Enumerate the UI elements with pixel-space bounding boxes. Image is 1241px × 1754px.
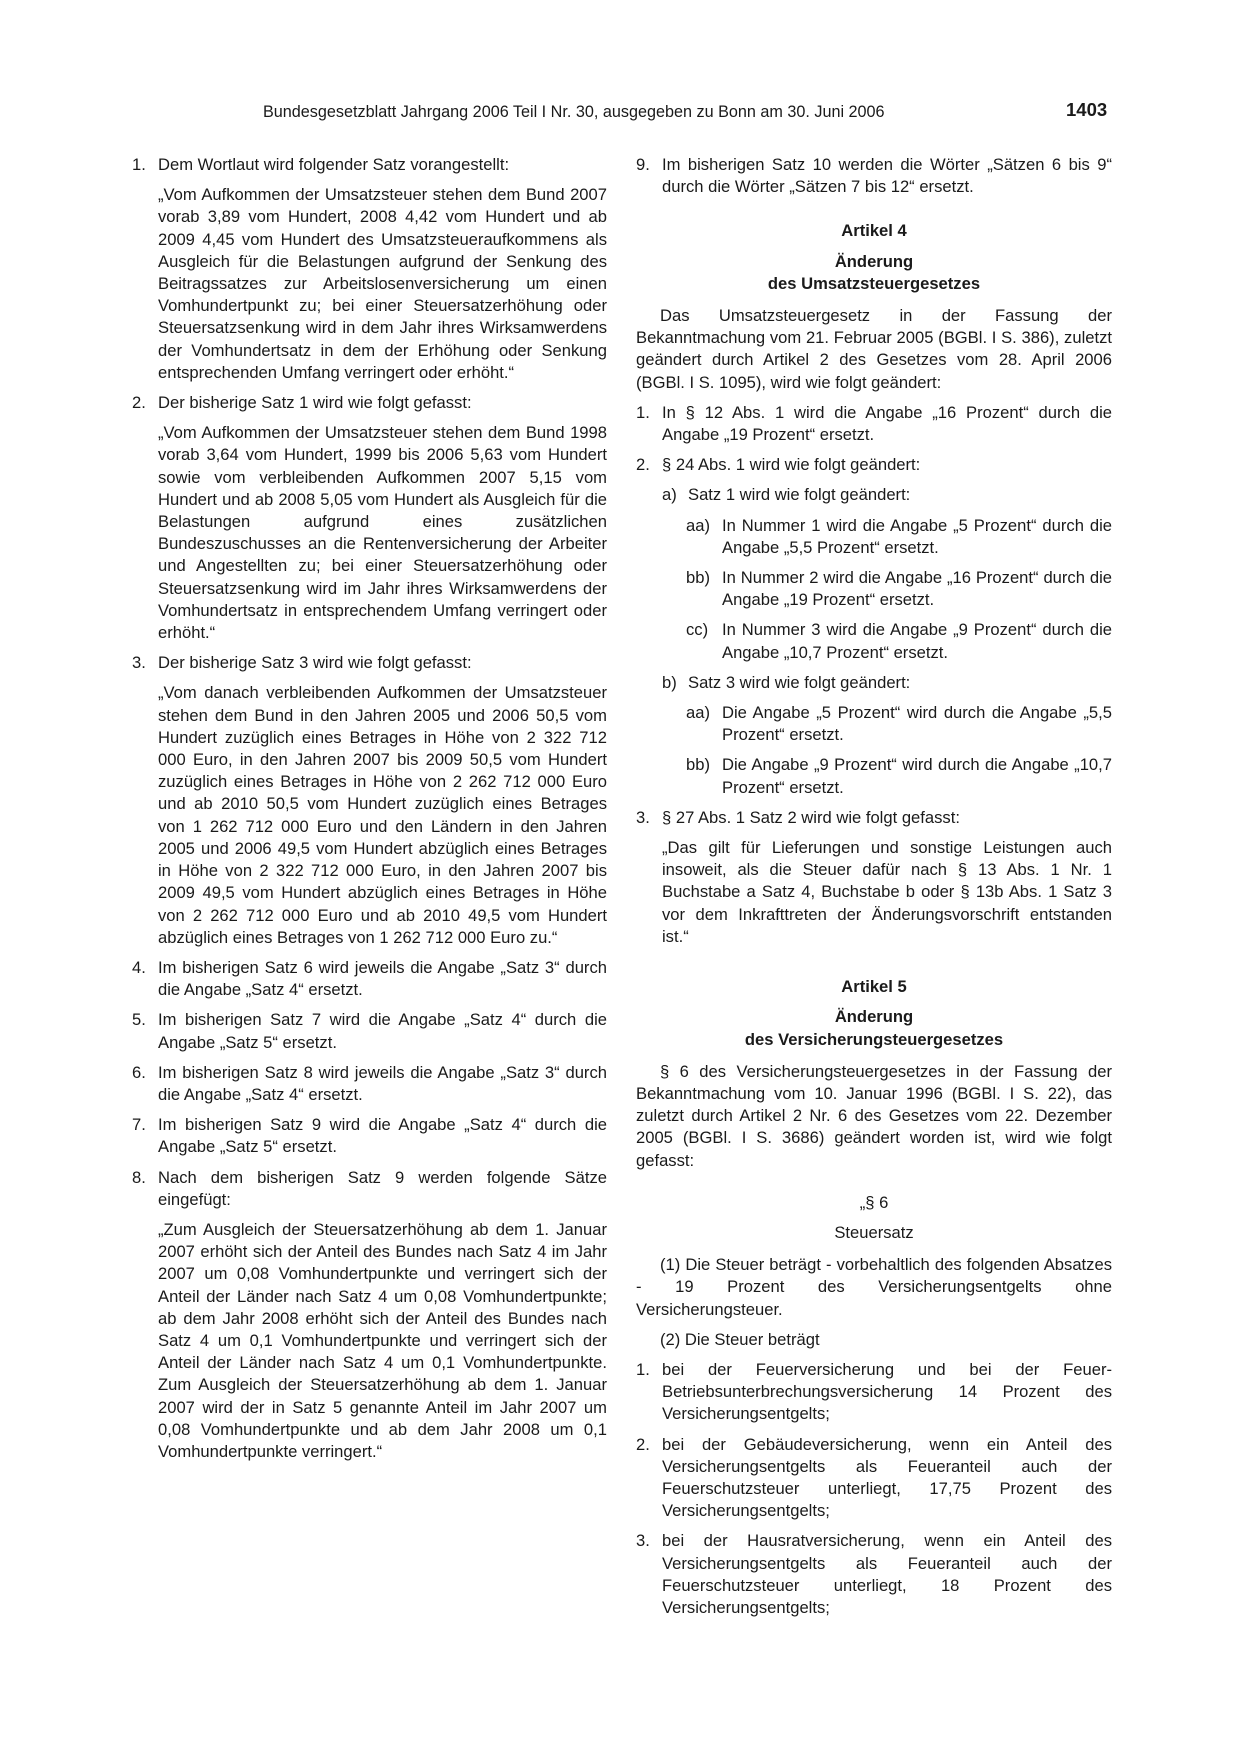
sub-sub-item-text: In Nummer 3 wird die Angabe „9 Prozent“ durch die Angabe „10,7 Prozent“ ersetzt.: [722, 620, 1112, 662]
quoted-text: „Das gilt für Lieferungen und sonstige Leistungen auch insoweit, als die Steuer dafür nach § 13 Abs. 1 Nr. 1 Buchstabe a Satz 4, Buchstabe b oder § 13b Abs. 1 Satz 3 vor dem Inkrafttreten der Änderungsvorschrift entstanden ist.“: [662, 838, 1112, 946]
quoted-text: „Vom danach verbleibenden Aufkommen der Umsatzsteuer stehen dem Bund in den Jahren 2005 und 2006 50,5 vom Hundert zuzüglich eines Betrages in Höhe von 2 322 712 000 Euro, in den Jahren 2007 bis 2009 50,5 vom Hundert zuzüglich eines Betrages in Höhe von 2 262 712 000 Euro und ab 2010 50,5 vom Hundert zuzüglich eines Betrages von 1 262 712 000 Euro und den Ländern in den Jahren 2005 und 2006 49,5 vom Hundert abzüglich eines Betrages in Höhe von 2 322 712 000 Euro, in den Jahren 2007 bis 2009 49,5 vom Hundert abzüglich eines Betrages in Höhe von 2 262 712 000 Euro und ab 2010 49,5 vom Hundert abzüglich eines Betrages von 1 262 712 000 Euro zu.“: [158, 683, 607, 947]
list-item: [636, 807, 1112, 829]
item-number: 2.: [636, 1434, 650, 1454]
item-number: 4.: [132, 957, 146, 977]
list-item: [636, 1530, 1112, 1619]
sub-item-text: Satz 3 wird wie folgt geändert:: [688, 672, 911, 692]
item-number: 9.: [636, 155, 650, 174]
list-item: [132, 652, 607, 674]
article-title-line: des Versicherungsteuergesetzes: [744, 1029, 1004, 1049]
item-number: 1.: [636, 402, 650, 422]
page-number: 1403: [1066, 99, 1108, 120]
sub-sub-item: [636, 567, 1112, 611]
item-text: Dem Wortlaut wird folgender Satz vorangestellt:: [158, 155, 510, 174]
section-mark: „§ 6: [859, 1192, 889, 1212]
item-text: Der bisherige Satz 3 wird wie folgt gefasst:: [158, 653, 472, 673]
paragraph: (2) Die Steuer beträgt: [660, 1329, 820, 1349]
item-number: 1.: [636, 1359, 650, 1379]
quoted-text: „Vom Aufkommen der Umsatzsteuer stehen dem Bund 1998 vorab 3,64 vom Hundert, 1999 bis 2006 5,63 vom Hundert sowie vom verbleibenden Aufkommen 2007 5,15 vom Hundert und ab 2008 5,05 vom Hundert als Ausgleich für die Belastungen aufgrund eines zusätzlichen Bundeszuschusses an die Rentenversicherung der Arbeiter und Angestellten zu; bei einer Steuersatzerhöhung oder Steuersatzsenkung wird im Jahr ihres Wirksamwerdens der Vomhundertsatz in entsprechendem Umfang verringert oder erhöht.“: [158, 423, 607, 643]
list-item: [132, 1167, 607, 1211]
running-title: Bundesgesetzblatt Jahrgang 2006 Teil I Nr. 30, ausgegeben zu Bonn am 30. Juni 2006: [263, 103, 885, 121]
item-number: 3.: [636, 1531, 650, 1551]
item-text: bei der Feuerversicherung und bei der Feuer-Betriebsunterbrechungsversicherung 14 Prozent des Versicherungsentgelts;: [662, 1359, 1112, 1424]
sub-sub-item: [636, 619, 1112, 663]
item-number: 6.: [132, 1062, 146, 1082]
item-number: 5.: [132, 1010, 146, 1030]
item-text: bei der Hausratversicherung, wenn ein Anteil des Versicherungsentgelts als Feueranteil auch der Feuerschutzsteuer unterliegt, 18 Prozent des Versicherungsentgelts;: [662, 1531, 1112, 1617]
right-column: [636, 154, 1112, 1627]
sub-sub-item: [636, 702, 1112, 746]
item-text: Im bisherigen Satz 8 wird jeweils die Angabe „Satz 3“ durch die Angabe „Satz 4“ ersetzt.: [158, 1062, 607, 1104]
item-text: § 27 Abs. 1 Satz 2 wird wie folgt gefasst:: [662, 807, 960, 827]
item-number: 1.: [132, 155, 146, 174]
article-intro: Das Umsatzsteuergesetz in der Fassung der Bekanntmachung vom 21. Februar 2005 (BGBl. I S. 386), zuletzt geändert durch Artikel 2 des Gesetzes vom 28. April 2006 (BGBl. I S. 1095), wird wie folgt geändert:: [636, 306, 1112, 392]
sub-sub-item-label: bb): [686, 568, 710, 588]
article-label: Artikel 5: [841, 977, 907, 997]
list-item: [636, 1359, 1112, 1426]
article-title-line: des Umsatzsteuergesetzes: [767, 273, 981, 293]
list-item: [636, 1434, 1112, 1523]
sub-sub-item-label: cc): [686, 620, 709, 640]
sub-item: [636, 672, 1112, 694]
article-4-heading: [636, 220, 1112, 295]
item-number: 8.: [132, 1167, 146, 1187]
list-item: [132, 957, 607, 1001]
sub-sub-item: [636, 515, 1112, 559]
list-item: [132, 392, 607, 414]
list-item: [636, 402, 1112, 446]
list-item: [636, 154, 1112, 198]
item-text: Nach dem bisherigen Satz 9 werden folgende Sätze eingefügt:: [158, 1167, 607, 1209]
quoted-text: „Zum Ausgleich der Steuersatzerhöhung ab dem 1. Januar 2007 erhöht sich der Anteil des Bundes nach Satz 4 im Jahr 2007 um 0,08 Vomhundertpunkte und verringert sich der Anteil der Länder nach Satz 4 um 0,08 Vomhundertpunkte; ab dem Jahr 2008 erhöht sich der Anteil des Bundes nach Satz 4 um 0,1 Vomhundertpunkte und verringert sich der Anteil der Länder nach Satz 4 um 0,1 Vomhundertpunkte. Zum Ausgleich der Steuersatzerhöhung ab dem 1. Januar 2007 wird der in Satz 5 genannte Anteil im Jahr 2007 um 0,08 Vomhundertpunkte und ab dem Jahr 2008 um 0,1 Vomhundertpunkte verringert.“: [158, 1219, 607, 1461]
sub-item-letter: a): [662, 485, 677, 505]
sub-sub-item-text: Die Angabe „9 Prozent“ wird durch die Angabe „10,7 Prozent“ ersetzt.: [722, 755, 1112, 797]
article-title-line: Änderung: [834, 1007, 914, 1027]
item-number: 3.: [636, 807, 650, 827]
left-column: [132, 154, 607, 1471]
item-text: Im bisherigen Satz 7 wird die Angabe „Satz 4“ durch die Angabe „Satz 5“ ersetzt.: [158, 1010, 607, 1052]
item-number: 2.: [636, 455, 650, 475]
list-item: [132, 1062, 607, 1106]
list-item: [636, 454, 1112, 476]
list-item: [132, 1114, 607, 1158]
article-label: Artikel 4: [841, 221, 907, 241]
page-header: [0, 101, 1241, 125]
item-text: Im bisherigen Satz 6 wird jeweils die Angabe „Satz 3“ durch die Angabe „Satz 4“ ersetzt.: [158, 957, 607, 1000]
sub-sub-item-label: aa): [686, 703, 710, 723]
section-title: Steuersatz: [834, 1222, 914, 1242]
item-text: § 24 Abs. 1 wird wie folgt geändert:: [662, 455, 921, 475]
sub-sub-item-text: In Nummer 2 wird die Angabe „16 Prozent“ durch die Angabe „19 Prozent“ ersetzt.: [722, 568, 1112, 610]
list-item: [132, 1009, 607, 1053]
article-intro: § 6 des Versicherungsteuergesetzes in der Fassung der Bekanntmachung vom 10. Januar 1996 (BGBl. I S. 22), das zuletzt durch Artikel 2 Nr. 6 des Gesetzes vom 22. Dezember 2005 (BGBl. I S. 3686) geändert worden ist, wird wie folgt gefasst:: [636, 1061, 1112, 1170]
paragraph: (1) Die Steuer beträgt - vorbehaltlich des folgenden Absatzes - 19 Prozent des Versicherungsentgelts ohne Versicherungsteuer.: [636, 1255, 1112, 1319]
sub-item-letter: b): [662, 672, 677, 692]
item-text: Im bisherigen Satz 9 wird die Angabe „Satz 4“ durch die Angabe „Satz 5“ ersetzt.: [158, 1115, 607, 1157]
item-number: 7.: [132, 1115, 146, 1135]
sub-item: [636, 484, 1112, 506]
sub-sub-item-text: Die Angabe „5 Prozent“ wird durch die Angabe „5,5 Prozent“ ersetzt.: [722, 703, 1112, 745]
article-5-heading: [636, 976, 1112, 1051]
item-text: In § 12 Abs. 1 wird die Angabe „16 Prozent“ durch die Angabe „19 Prozent“ ersetzt.: [662, 402, 1112, 445]
sub-sub-item: [636, 754, 1112, 798]
sub-sub-item-label: bb): [686, 755, 710, 775]
item-text: Im bisherigen Satz 10 werden die Wörter „Sätzen 6 bis 9“ durch die Wörter „Sätzen 7 bis 12“ ersetzt.: [662, 155, 1112, 197]
item-number: 3.: [132, 653, 146, 673]
item-text: bei der Gebäudeversicherung, wenn ein Anteil des Versicherungsentgelts als Feueranteil auch der Feuerschutzsteuer unterliegt, 17,75 Prozent des Versicherungsentgelts;: [662, 1434, 1112, 1521]
item-number: 2.: [132, 393, 146, 413]
sub-sub-item-label: aa): [686, 515, 710, 535]
sub-sub-item-text: In Nummer 1 wird die Angabe „5 Prozent“ durch die Angabe „5,5 Prozent“ ersetzt.: [722, 515, 1112, 557]
quoted-text: „Vom Aufkommen der Umsatzsteuer stehen dem Bund 2007 vorab 3,89 vom Hundert, 2008 4,42 vom Hundert und ab 2009 4,45 vom Hundert des Umsatzsteueraufkommens als Ausgleich für die Belastungen aufgrund der Senkung des Beitragssatzes zur Arbeitslosenversicherung um einen Vomhundertpunkt zu; bei einer Steuersatzerhöhung oder Steuersatzsenkung wird in dem Jahr ihres Wirksamwerdens der Vomhundertsatz in dem der Erhöhung oder Senkung entsprechenden Umfang verringert oder erhöht.“: [158, 185, 607, 382]
article-title-line: Änderung: [834, 251, 914, 271]
sub-item-text: Satz 1 wird wie folgt geändert:: [688, 485, 911, 505]
list-item: [132, 154, 607, 176]
item-text: Der bisherige Satz 1 wird wie folgt gefasst:: [158, 393, 472, 413]
